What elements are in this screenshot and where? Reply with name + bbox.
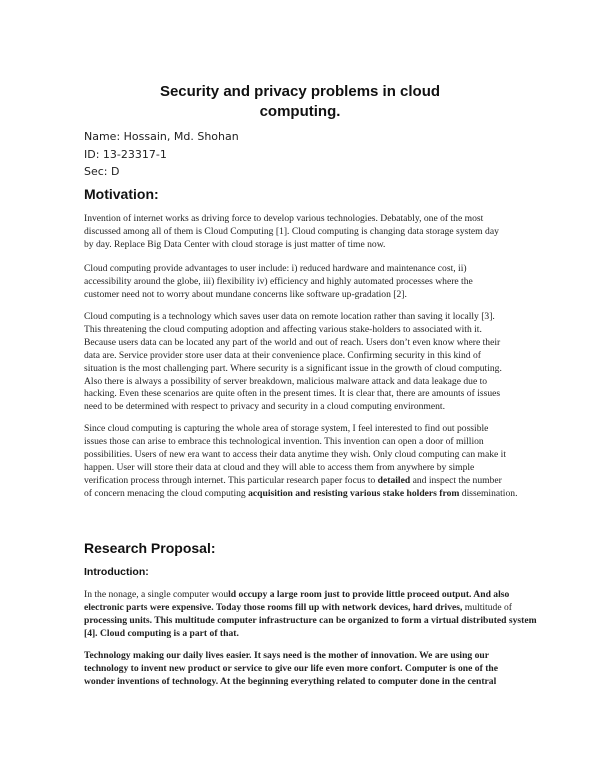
motivation-paragraph-4 — [84, 423, 516, 500]
introduction-paragraph-2 — [84, 650, 516, 689]
text-line: Because users data can be located any part of the world and out of reach. Users don’t even know where their — [84, 336, 501, 348]
text-line: Cloud computing provide advantages to user include: i) reduced hardware and maintenance cost, ii) — [84, 263, 467, 274]
research-proposal-heading: Research Proposal: — [84, 540, 216, 556]
text-line — [84, 488, 516, 501]
text-line: happen. User will store their data at cloud and they will able to access them from anywhere by simple — [84, 461, 475, 473]
text-line: hacking. Even these scenarios are quite often in the present times. It is clear that, there are amounts of issues — [84, 388, 501, 400]
text-run-bold: detailed — [377, 474, 411, 486]
text-line: Also there is always a possibility of server breakdown, malicious malware attack and data leakage due to — [84, 375, 488, 387]
text-line — [84, 589, 516, 602]
text-line: Technology making our daily lives easier. It says need is the mother of innovation. We are using our — [84, 650, 490, 661]
text-line: situation is the most challenging part. Where security is a significant issue in the growth of cloud computing. — [84, 362, 502, 374]
text-run-bold: electronic parts were expensive. Today those rooms fill up with network devices, hard drives, — [84, 601, 463, 613]
text-line: This threatening the cloud computing adoption and affecting various stake-holders to associated with it. — [84, 323, 482, 335]
paper-title-line-1: Security and privacy problems in cloud — [159, 83, 441, 100]
author-section: Sec: D — [84, 165, 120, 178]
text-line: Invention of internet works as driving force to develop various technologies. Debatably, one of the most — [84, 213, 484, 224]
text-run: verification process through internet. This particular research paper focus to — [84, 474, 376, 486]
text-line: accessibility around the globe, iii) flexibility iv) efficiency and highly automated processes where the — [84, 275, 473, 287]
text-line — [84, 475, 516, 488]
text-line: issues those can arise to embrace this technological invention. This invention can open a door of million — [84, 435, 484, 447]
text-line: Since cloud computing is capturing the whole area of storage system, I feel interested to find out possible — [84, 423, 489, 434]
motivation-paragraph-2 — [84, 263, 516, 302]
text-run: and inspect the number — [410, 474, 502, 486]
text-line: data are. Service provider store user data at their convenience place. Confirming security in this kind of — [84, 349, 481, 361]
introduction-heading: Introduction: — [84, 566, 149, 578]
paper-title — [0, 82, 600, 122]
text-run: dissemination. — [459, 487, 518, 499]
author-name: Name: Hossain, Md. Shohan — [84, 130, 239, 143]
text-line: need to be determined with respect to privacy and security in a cloud computing environment. — [84, 401, 445, 413]
author-id: ID: 13-23317-1 — [84, 147, 167, 161]
text-line: processing units. This multitude computer infrastructure can be organized to form a virtual distributed system — [84, 614, 537, 626]
introduction-paragraph-1 — [84, 589, 537, 641]
motivation-paragraph-3 — [84, 311, 516, 414]
text-run: multitude of — [462, 601, 512, 613]
text-line: technology to invent new product or service to give our life even more confort. Computer is one of the — [84, 662, 498, 674]
text-line: possibilities. Users of new era want to access their data anytime they wish. Only cloud computing can make it — [84, 448, 507, 460]
text-line: by day. Replace Big Data Center with cloud storage is just matter of time now. — [84, 238, 386, 250]
text-run-bold: ld occupy a large room just to provide little proceed output. And also — [228, 589, 510, 600]
text-line: Cloud computing is a technology which saves user data on remote location rather than saving it locally [3]. — [84, 311, 495, 322]
paper-title-line-2: computing. — [259, 103, 341, 120]
text-line: wonder inventions of technology. At the beginning everything related to computer done in the central — [84, 675, 497, 687]
text-line: discussed among all of them is Cloud Computing [1]. Cloud computing is changing data storage system day — [84, 225, 499, 237]
motivation-paragraph-1 — [84, 213, 516, 252]
text-run: of concern menacing the cloud computing — [84, 487, 249, 499]
text-run: In the nonage, a single computer wou — [84, 589, 229, 600]
text-line: [4]. Cloud computing is a part of that. — [84, 627, 239, 639]
author-info — [84, 128, 239, 181]
text-line: customer need not to worry about mundane concerns like software up-gradation [2]. — [84, 288, 407, 300]
motivation-heading: Motivation: — [84, 186, 159, 202]
text-run-bold: acquisition and resisting various stake holders from — [248, 487, 460, 499]
text-line — [84, 602, 516, 615]
